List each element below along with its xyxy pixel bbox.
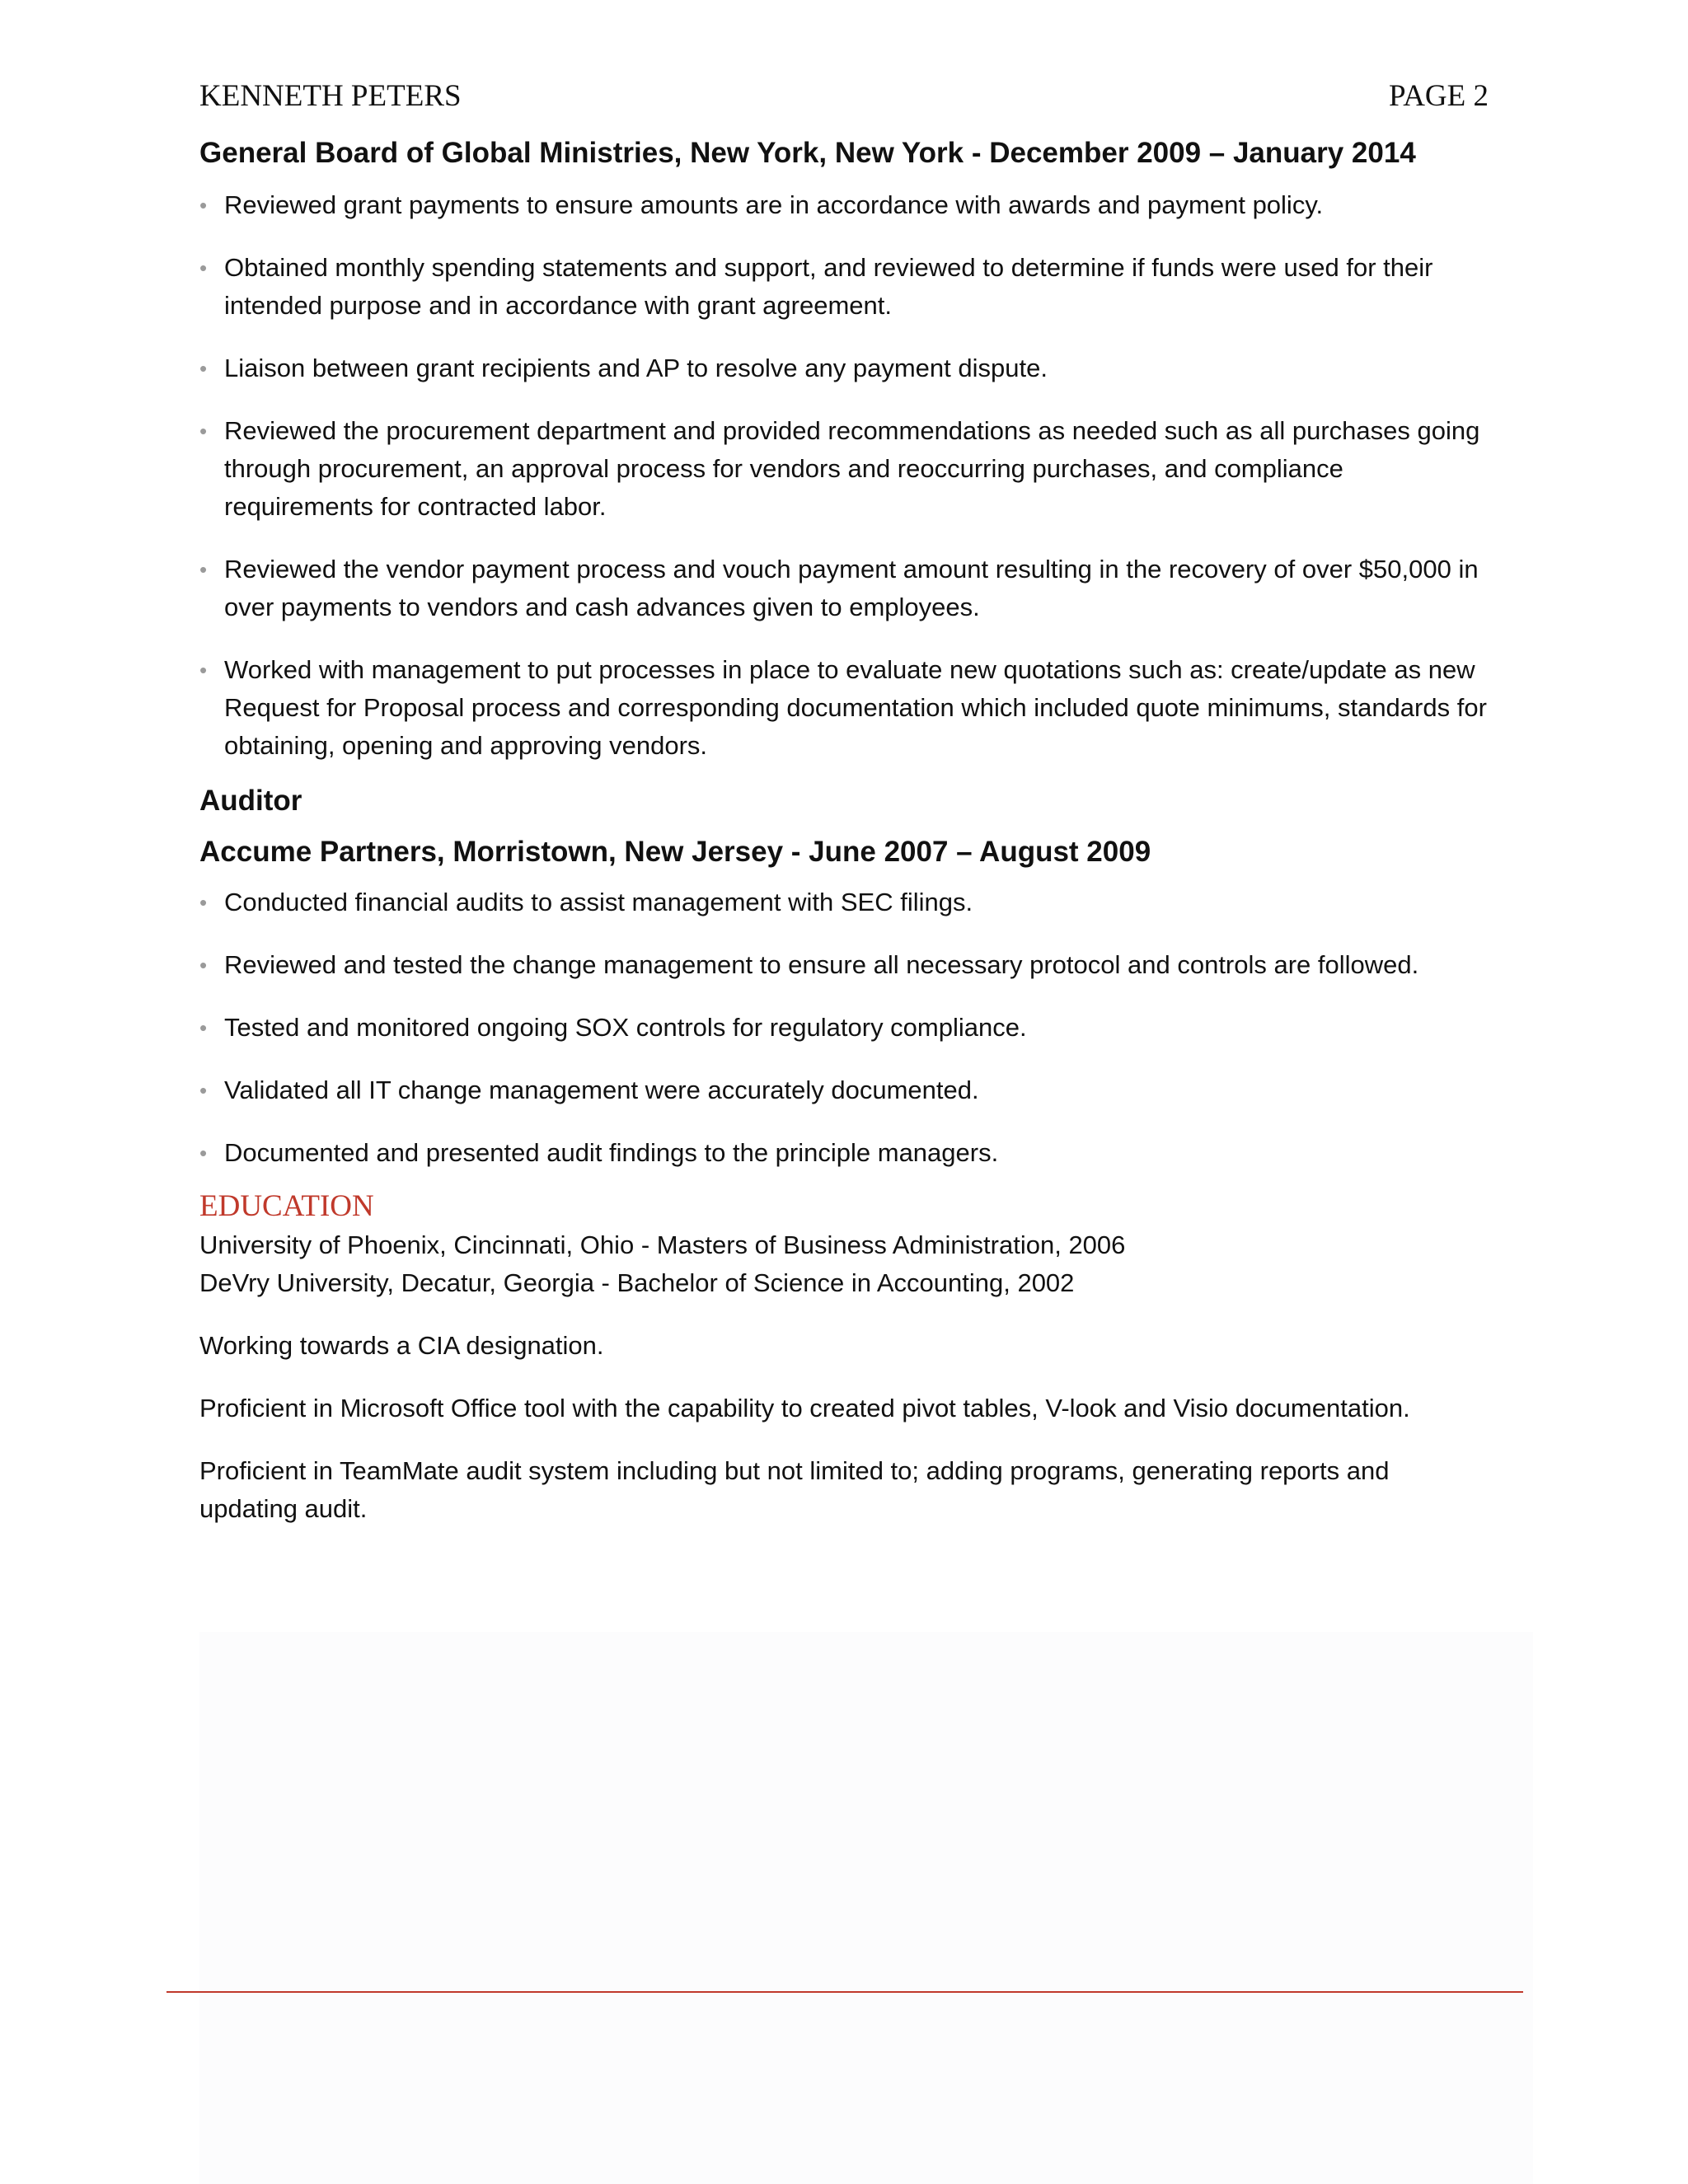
bullet-icon: • — [199, 890, 208, 915]
bullet-icon: • — [199, 419, 208, 443]
resume-page — [199, 76, 1489, 1528]
list-item: • Reviewed the procurement department and provided recommendations as needed such as all purchases going through procurement, an approval process for vendors and reoccurring purchases, and compliance requirements for contracted labor. — [199, 412, 1489, 526]
job-2-bullets — [199, 883, 1489, 1172]
header-name: KENNETH PETERS — [199, 79, 462, 113]
education-title: EDUCATION — [199, 1189, 374, 1223]
bullet-icon: • — [199, 1078, 208, 1103]
job-1-employer: General Board of Global Ministries, New York, New York - December 2009 – January 2014 — [199, 137, 1416, 169]
list-item: • Liaison between grant recipients and AP to resolve any payment dispute. — [199, 349, 1489, 387]
bullet-icon: • — [199, 193, 208, 218]
list-item: • Reviewed grant payments to ensure amounts are in accordance with awards and payment policy. — [199, 186, 1489, 224]
list-item: • Tested and monitored ongoing SOX controls for regulatory compliance. — [199, 1009, 1489, 1047]
footer-shade — [199, 1632, 1533, 2184]
education-paragraph: Proficient in Microsoft Office tool with the capability to created pivot tables, V-look and Visio documentation. — [199, 1394, 1410, 1422]
bullet-icon: • — [199, 557, 208, 582]
list-item: • Obtained monthly spending statements and support, and reviewed to determine if funds were used for their intended purpose and in accordance with grant agreement. — [199, 249, 1489, 325]
list-item: • Worked with management to put processes in place to evaluate new quotations such as: create/update as new Request for Proposal process and corresponding documentation which included quote minimums, standards for obtaining, opening and approving vendors. — [199, 651, 1489, 765]
bullet-icon: • — [199, 255, 208, 280]
education-line: DeVry University, Decatur, Georgia - Bachelor of Science in Accounting, 2002 — [199, 1268, 1075, 1297]
list-item: • Validated all IT change management were accurately documented. — [199, 1071, 1489, 1109]
job-1-bullets — [199, 186, 1489, 765]
list-item: • Reviewed and tested the change management to ensure all necessary protocol and controls are followed. — [199, 946, 1489, 984]
header-page-number: PAGE 2 — [1389, 79, 1489, 113]
job-2-employer: Accume Partners, Morristown, New Jersey - June 2007 – August 2009 — [199, 836, 1151, 868]
bullet-icon: • — [199, 356, 208, 381]
list-item: • Conducted financial audits to assist management with SEC filings. — [199, 883, 1489, 921]
education-paragraph: Working towards a CIA designation. — [199, 1331, 604, 1360]
education-paragraph: Proficient in TeamMate audit system including but not limited to; adding programs, generating reports and updating audit. — [199, 1456, 1390, 1523]
footer-rule — [166, 1991, 1523, 1993]
bullet-icon: • — [199, 658, 208, 682]
bullet-icon: • — [199, 1015, 208, 1040]
bullet-icon: • — [199, 1141, 208, 1165]
job-2-title: Auditor — [199, 785, 302, 817]
bullet-icon: • — [199, 953, 208, 977]
education-line: University of Phoenix, Cincinnati, Ohio - Masters of Business Administration, 2006 — [199, 1230, 1126, 1259]
list-item: • Reviewed the vendor payment process and vouch payment amount resulting in the recovery of over $50,000 in over payments to vendors and cash advances given to employees. — [199, 551, 1489, 626]
list-item: • Documented and presented audit findings to the principle managers. — [199, 1134, 1489, 1172]
page-header — [199, 76, 1489, 117]
